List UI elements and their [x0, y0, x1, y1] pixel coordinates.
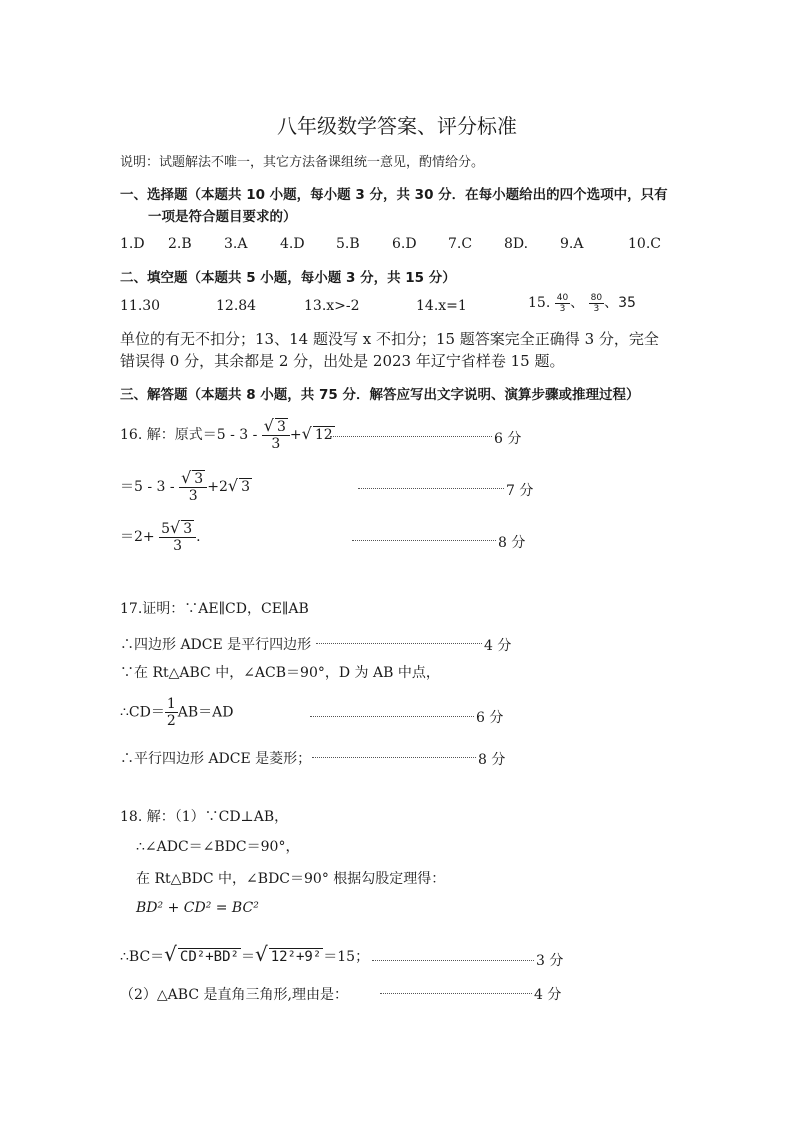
q18-line3: 在 Rt△BDC 中，∠BDC＝90° 根据勾股定理得：: [136, 871, 446, 887]
dot-leader: [372, 960, 534, 961]
fraction-sqrt3-over-3: [179, 470, 207, 504]
q16-score-1: 6 分: [494, 431, 522, 447]
q17-line5: ∴平行四边形 ADCE 是菱形；: [120, 751, 312, 767]
fraction-denominator: 3: [188, 488, 198, 504]
fraction-denominator: 2: [166, 713, 176, 729]
q17-score-1: 4 分: [484, 638, 512, 654]
plus-two: +2: [207, 479, 228, 495]
fill-remark-line1: 单位的有无不扣分；13、14 题没写 x 不扣分；15 题答案完全正确得 3 分，完全: [120, 330, 659, 348]
section-1-heading-line1: 一、选择题（本题共 10 小题，每小题 3 分，共 30 分．在每小题给出的四个选项中，只有: [120, 187, 668, 203]
q17-line4-pre: ∴CD＝: [120, 704, 165, 721]
fraction-5sqrt3-over-3: [159, 520, 196, 554]
q17-score-2: 6 分: [476, 710, 504, 726]
radicand: 3: [277, 419, 286, 435]
q18-score-1: 3 分: [536, 953, 564, 969]
mc-answer-7: 7.C: [448, 236, 473, 252]
dot-leader: [312, 757, 476, 758]
radicand: 3: [194, 471, 204, 487]
mc-answer-5: 5.B: [336, 236, 360, 252]
fraction-numerator: [262, 418, 290, 436]
fill-answer-14: 14.x=1: [416, 298, 467, 314]
q18-line2: ∴∠ADC＝∠BDC＝90°，: [136, 839, 300, 855]
radicand: 12: [314, 427, 333, 443]
fill-answer-12: 12.84: [216, 298, 257, 314]
q18-line5: [120, 942, 369, 966]
radical-icon: √: [254, 942, 268, 966]
fraction-numerator: 1: [166, 696, 176, 712]
q17-line2: ∴四边形 ADCE 是平行四边形: [120, 637, 312, 653]
dot-leader: [330, 436, 492, 437]
q18-line5-post: ＝15；: [323, 949, 370, 965]
radicand: 12²+9²: [270, 949, 322, 965]
radical-icon: √: [227, 476, 239, 495]
mc-answer-6: 6.D: [392, 236, 417, 252]
section-1-heading-line2: 一项是符合题目要求的）: [148, 209, 297, 225]
equals: ＝: [240, 949, 255, 965]
radical-icon: √: [301, 424, 312, 443]
period: .: [196, 529, 201, 545]
fraction-denominator: 3: [271, 436, 281, 452]
q16-line2-text: ＝5 - 3 -: [120, 479, 175, 495]
q16-line1: [120, 418, 335, 452]
note-text: 说明：试题解法不唯一，其它方法备课组统一意见，酌情给分。: [120, 155, 485, 170]
radicand: 3: [183, 521, 193, 537]
q16-line2: [120, 470, 252, 504]
mc-answer-10: 10.C: [628, 236, 661, 252]
q18-pythagoras-equation: BD² + CD² = BC²: [136, 900, 259, 916]
plus-sign: +: [289, 427, 302, 443]
fraction-half: [165, 696, 178, 729]
fraction-numerator: [179, 470, 207, 488]
q18-line5-pre: ∴BC＝: [120, 949, 165, 965]
q16-score-2: 7 分: [506, 483, 534, 499]
radical-icon: √: [263, 416, 274, 435]
fill-remark-line2: 错误得 0 分，其余都是 2 分，出处是 2023 年辽宁省样卷 15 题。: [120, 352, 565, 370]
fraction-denominator: 3: [173, 538, 183, 554]
fraction-numerator: 80: [590, 292, 603, 303]
radical-icon: √: [164, 942, 177, 966]
fill-answer-15: [528, 292, 636, 314]
q17-score-3: 8 分: [478, 752, 506, 768]
fill-answer-11: 11.30: [120, 298, 161, 314]
q17-line4-post: AB＝AD: [177, 704, 234, 721]
dot-leader: [358, 488, 504, 489]
q16-score-3: 8 分: [498, 535, 526, 551]
mc-answer-4: 4.D: [280, 236, 305, 252]
q16-line3: [120, 520, 201, 554]
page-title: 八年级数学答案、评分标准: [277, 114, 517, 138]
section-2-heading: 二、填空题（本题共 5 小题，每小题 3 分，共 15 分）: [120, 270, 456, 286]
radical-icon: √: [170, 518, 181, 537]
mc-answer-8: 8D.: [504, 236, 529, 252]
fraction-80-3: [589, 293, 604, 314]
mc-answer-9: 9.A: [560, 236, 584, 252]
fraction-sqrt3-over-3: [262, 418, 290, 452]
radicand: 3: [241, 479, 250, 495]
q18-line6: （2）△ABC 是直角三角形,理由是：: [120, 987, 348, 1003]
q17-line4: [120, 696, 234, 729]
q17-line1: 17.证明：∵AE∥CD，CE∥AB: [120, 601, 309, 617]
dot-leader: [380, 993, 532, 994]
section-3-heading: 三、解答题（本题共 8 小题，共 75 分．解答应写出文字说明、演算步骤或推理过程）: [120, 387, 640, 403]
last-answer: 、35: [604, 295, 636, 311]
dot-leader: [316, 643, 482, 644]
fraction-numerator: 40: [556, 292, 569, 303]
fraction-denominator: 3: [559, 303, 566, 314]
separator: 、: [570, 295, 585, 311]
fill-answer-13: 13.x>-2: [304, 298, 360, 314]
fraction-denominator: 3: [593, 303, 600, 314]
radical-icon: √: [181, 468, 192, 487]
fraction-numerator: [159, 520, 196, 538]
radicand: CD²+BD²: [179, 949, 239, 965]
fraction-40-3: [555, 293, 570, 314]
mc-answer-2: 2.B: [168, 236, 192, 252]
q18-line1: 18. 解：（1）∵CD⊥AB，: [120, 809, 289, 825]
q16-line1-text: 16. 解：原式＝5 - 3 -: [120, 427, 258, 443]
fill-answer-15-label: 15.: [528, 295, 551, 311]
q17-line3: ∵在 Rt△ABC 中，∠ACB＝90°，D 为 AB 中点，: [120, 665, 440, 681]
dot-leader: [352, 540, 496, 541]
coefficient: 5: [161, 521, 171, 537]
q16-line3-text: ＝2+: [120, 529, 155, 545]
mc-answer-3: 3.A: [224, 236, 248, 252]
dot-leader: [310, 716, 474, 717]
mc-answer-1: 1.D: [120, 236, 145, 252]
q18-score-2: 4 分: [534, 987, 562, 1003]
